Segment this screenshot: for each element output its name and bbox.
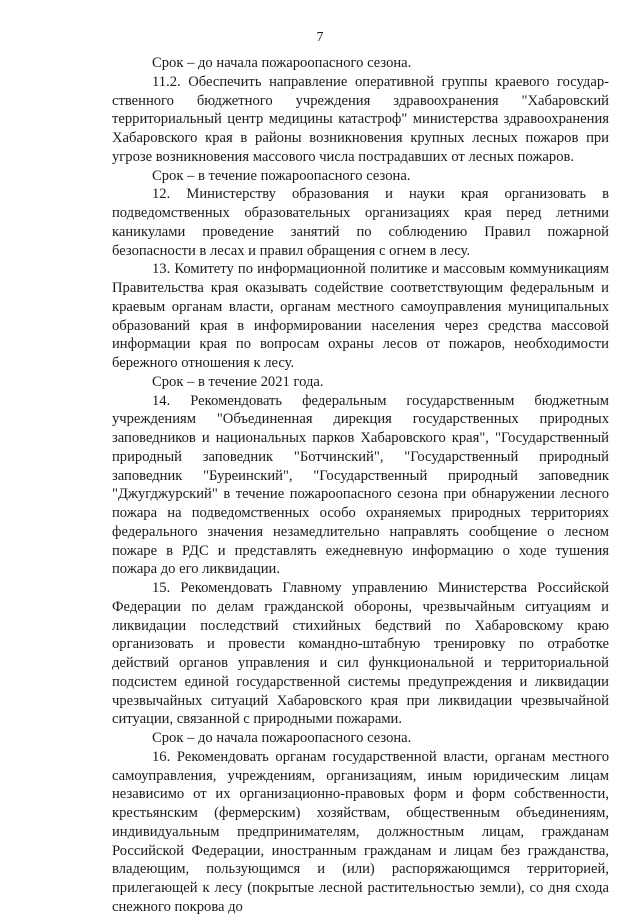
document-body (112, 54, 609, 917)
paragraph-item-16: 16. Рекомендовать органам государственной власти, органам местного самоуправления, учреждениям, организациям, иным юридическим лицам независимо от их организационно-правовых форм и форм собственности, крестьянским (фермерским) хозяйствам, общественным объединениям, индивидуальным предпринимателям, должностным лицам, гражданам Российской Федерации, иностранным гражданам и лицам без гражданства, владеющим, пользующимся и (или) распоряжающимся территорией, прилегающей к лесу (покрытые лесной растительностью земли), со дня схода снежного покрова до (112, 748, 609, 915)
paragraph-deadline-3: Срок – в течение 2021 года. (152, 373, 324, 390)
paragraph-item-12: 12. Министерству образования и науки края организовать в подведомственных образовательных организациях края перед летними каникулами проведение занятий по соблюдению Правил пожарной безопасности в лесах и правил обращения с огнем в лесу. (112, 186, 609, 259)
paragraph-deadline-2: Срок – в течение пожароопасного сезона. (152, 167, 411, 184)
paragraph-item-11-2: 11.2. Обеспечить направление оперативной группы краевого государственного бюджетного учреждения здравоохранения "Хабаровский территориальный центр медицины катастроф" министерства здравоохранения Хабаровского края в районы возникновения крупных лесных пожаров при угрозе возникновения массового числа пострадавших от лесных пожаров. (112, 73, 609, 165)
paragraph-item-14: 14. Рекомендовать федеральным государственным бюджетным учреждениям "Объединенная дирекция государственных природных заповедников и национальных парков Хабаровского края", "Государственный природный заповедник "Ботчинский", "Государственный природный заповедник "Буреинский", "Государственный природный заповедник "Джугджурский" в течение пожароопасного сезона при обнаружении лесного пожара на подведомственных особо охраняемых природных территориях федерального значения незамедлительно направлять сообщение о лесном пожаре в РДС и представлять ежедневную информацию о ходе тушения пожара до его ликвидации. (112, 392, 609, 578)
paragraph-item-15: 15. Рекомендовать Главному управлению Министерства Российской Федерации по делам гражданской обороны, чрезвычайным ситуациям и ликвидации последствий стихийных бедствий по Хабаровскому краю организовать и провести командно-штабную тренировку по отработке действий органов управления и сил функциональной и территориальной подсистем единой государственной системы предупреждения и ликвидации чрезвычайных ситуаций Хабаровского края при ликвидации чрезвычайной ситуации, связанной с природными пожарами. (112, 580, 609, 728)
paragraph-deadline-4: Срок – до начала пожароопасного сезона. (152, 730, 412, 746)
paragraph-item-13: 13. Комитету по информационной политике и массовым коммуникациям Правительства края оказывать содействие соответствующим федеральным и краевым органам власти, органам местного самоуправления муниципальных образований края в информировании населения через средства массовой информации края по вопросам охраны лесов от пожаров, необходимости бережного отношения к лесу. (112, 261, 609, 371)
paragraph-deadline-1: Срок – до начала пожароопасного сезона. (152, 55, 412, 71)
page-number: 7 (316, 30, 324, 45)
